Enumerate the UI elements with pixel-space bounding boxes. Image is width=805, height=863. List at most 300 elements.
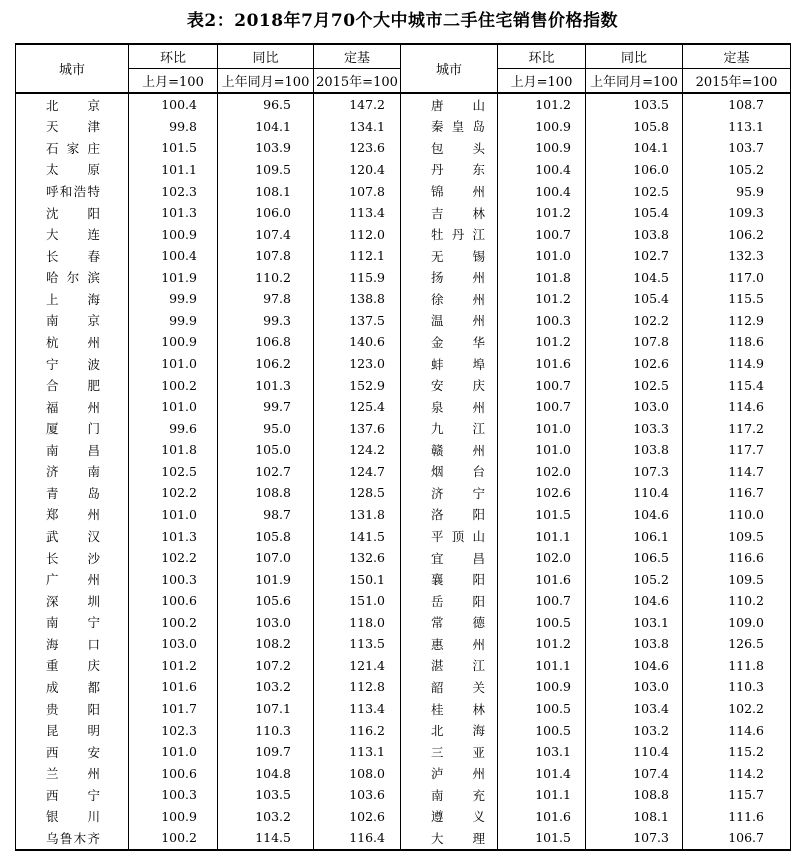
yoy-value-right: 103.8 (586, 439, 683, 461)
fixed-base-value-right: 118.6 (683, 331, 791, 353)
mom-value-left: 99.9 (129, 310, 218, 332)
header-mom-right: 环比 (498, 44, 586, 69)
city-cell-right (401, 93, 498, 116)
mom-value-right: 100.7 (498, 374, 586, 396)
city-cell-right (401, 806, 498, 828)
fixed-base-value-left: 115.9 (314, 267, 401, 289)
fixed-base-value-left: 134.1 (314, 116, 401, 138)
fixed-base-value-right: 117.2 (683, 417, 791, 439)
mom-value-left: 100.3 (129, 784, 218, 806)
city-name: 常德 (431, 615, 485, 631)
city-name: 济南 (46, 464, 100, 480)
fixed-base-value-left: 152.9 (314, 374, 401, 396)
table-header (16, 44, 791, 93)
city-name: 赣州 (431, 442, 485, 458)
mom-value-right: 101.2 (498, 202, 586, 224)
fixed-base-value-left: 137.6 (314, 417, 401, 439)
yoy-value-left: 97.8 (218, 288, 314, 310)
subheader-mom-right: 上月=100 (498, 69, 586, 94)
yoy-value-right: 103.8 (586, 633, 683, 655)
city-name: 济宁 (431, 485, 485, 501)
city-cell-left (16, 374, 129, 396)
table-row (16, 698, 791, 720)
mom-value-right: 101.2 (498, 331, 586, 353)
yoy-value-right: 103.4 (586, 698, 683, 720)
mom-value-left: 100.4 (129, 245, 218, 267)
table-row (16, 525, 791, 547)
mom-value-right: 100.5 (498, 719, 586, 741)
mom-value-left: 99.6 (129, 417, 218, 439)
city-name: 韶关 (431, 679, 485, 695)
fixed-base-value-left: 102.6 (314, 806, 401, 828)
table-row (16, 784, 791, 806)
mom-value-left: 101.1 (129, 159, 218, 181)
table-row (16, 159, 791, 181)
mom-value-left: 100.9 (129, 806, 218, 828)
mom-value-left: 102.2 (129, 482, 218, 504)
fixed-base-value-left: 141.5 (314, 525, 401, 547)
city-name: 九江 (431, 421, 485, 437)
fixed-base-value-right: 109.5 (683, 568, 791, 590)
mom-value-right: 101.6 (498, 806, 586, 828)
mom-value-left: 100.6 (129, 590, 218, 612)
fixed-base-value-right: 105.2 (683, 159, 791, 181)
city-name: 秦皇岛 (431, 119, 485, 135)
city-cell-left (16, 331, 129, 353)
mom-value-right: 101.1 (498, 525, 586, 547)
city-cell-right (401, 417, 498, 439)
fixed-base-value-right: 115.7 (683, 784, 791, 806)
fixed-base-value-right: 113.1 (683, 116, 791, 138)
yoy-value-right: 110.4 (586, 482, 683, 504)
city-name: 宜昌 (431, 550, 485, 566)
fixed-base-value-right: 126.5 (683, 633, 791, 655)
table-row (16, 439, 791, 461)
city-name: 南充 (431, 787, 485, 803)
yoy-value-right: 107.8 (586, 331, 683, 353)
mom-value-right: 101.6 (498, 568, 586, 590)
yoy-value-left: 103.0 (218, 612, 314, 634)
city-cell-right (401, 827, 498, 850)
city-cell-right (401, 784, 498, 806)
city-name: 银川 (46, 809, 100, 825)
fixed-base-value-right: 117.0 (683, 267, 791, 289)
city-cell-right (401, 590, 498, 612)
fixed-base-value-left: 128.5 (314, 482, 401, 504)
table-row (16, 655, 791, 677)
city-name: 郑州 (46, 507, 100, 523)
header-city-left: 城市 (16, 44, 129, 93)
city-cell-right (401, 461, 498, 483)
city-name: 兰州 (46, 766, 100, 782)
fixed-base-value-left: 116.4 (314, 827, 401, 850)
table-row (16, 568, 791, 590)
yoy-value-right: 110.4 (586, 741, 683, 763)
city-cell-left (16, 806, 129, 828)
city-name: 乌鲁木齐 (46, 830, 100, 846)
fixed-base-value-left: 116.2 (314, 719, 401, 741)
city-cell-left (16, 353, 129, 375)
mom-value-left: 101.2 (129, 655, 218, 677)
mom-value-right: 100.9 (498, 676, 586, 698)
city-cell-left (16, 504, 129, 526)
fixed-base-value-right: 109.0 (683, 612, 791, 634)
mom-value-right: 100.3 (498, 310, 586, 332)
yoy-value-left: 104.1 (218, 116, 314, 138)
header-fixed-base-left: 定基 (314, 44, 401, 69)
city-name: 呼和浩特 (46, 184, 100, 200)
city-cell-right (401, 633, 498, 655)
mom-value-right: 102.6 (498, 482, 586, 504)
mom-value-right: 101.5 (498, 504, 586, 526)
city-cell-left (16, 827, 129, 850)
mom-value-right: 101.2 (498, 633, 586, 655)
city-name: 重庆 (46, 658, 100, 674)
table-row (16, 590, 791, 612)
table-row (16, 288, 791, 310)
city-name: 遵义 (431, 809, 485, 825)
mom-value-right: 100.9 (498, 116, 586, 138)
city-cell-left (16, 633, 129, 655)
city-name: 徐州 (431, 291, 485, 307)
mom-value-left: 102.3 (129, 180, 218, 202)
mom-value-left: 102.5 (129, 461, 218, 483)
mom-value-right: 100.7 (498, 396, 586, 418)
yoy-value-left: 114.5 (218, 827, 314, 850)
city-cell-left (16, 288, 129, 310)
yoy-value-left: 102.7 (218, 461, 314, 483)
fixed-base-value-left: 132.6 (314, 547, 401, 569)
city-name: 厦门 (46, 421, 100, 437)
mom-value-right: 101.0 (498, 245, 586, 267)
city-name: 金华 (431, 334, 485, 350)
table-row (16, 396, 791, 418)
city-name: 烟台 (431, 464, 485, 480)
city-name: 三亚 (431, 744, 485, 760)
yoy-value-left: 103.2 (218, 806, 314, 828)
city-cell-right (401, 331, 498, 353)
city-name: 北京 (46, 97, 100, 113)
mom-value-left: 101.7 (129, 698, 218, 720)
yoy-value-right: 102.2 (586, 310, 683, 332)
mom-value-left: 103.0 (129, 633, 218, 655)
fixed-base-value-left: 107.8 (314, 180, 401, 202)
yoy-value-left: 99.7 (218, 396, 314, 418)
fixed-base-value-left: 124.2 (314, 439, 401, 461)
yoy-value-right: 103.5 (586, 93, 683, 116)
city-name: 湛江 (431, 658, 485, 674)
city-cell-right (401, 612, 498, 634)
yoy-value-right: 107.4 (586, 762, 683, 784)
fixed-base-value-left: 113.4 (314, 202, 401, 224)
city-name: 广州 (46, 572, 100, 588)
city-cell-right (401, 180, 498, 202)
city-cell-right (401, 353, 498, 375)
mom-value-left: 100.2 (129, 827, 218, 850)
mom-value-left: 100.4 (129, 93, 218, 116)
yoy-value-right: 103.1 (586, 612, 683, 634)
fixed-base-value-right: 114.2 (683, 762, 791, 784)
yoy-value-right: 105.8 (586, 116, 683, 138)
mom-value-right: 100.5 (498, 612, 586, 634)
subheader-yoy-right: 上年同月=100 (586, 69, 683, 94)
city-cell-left (16, 547, 129, 569)
yoy-value-right: 108.8 (586, 784, 683, 806)
table-row (16, 353, 791, 375)
mom-value-left: 101.0 (129, 396, 218, 418)
mom-value-right: 101.8 (498, 267, 586, 289)
city-name: 蚌埠 (431, 356, 485, 372)
yoy-value-left: 107.1 (218, 698, 314, 720)
subheader-mom-left: 上月=100 (129, 69, 218, 94)
city-name: 天津 (46, 119, 100, 135)
city-cell-left (16, 180, 129, 202)
city-name: 昆明 (46, 723, 100, 739)
mom-value-right: 103.1 (498, 741, 586, 763)
city-cell-left (16, 676, 129, 698)
mom-value-left: 100.2 (129, 374, 218, 396)
city-name: 牡丹江 (431, 227, 485, 243)
fixed-base-value-right: 95.9 (683, 180, 791, 202)
yoy-value-left: 108.8 (218, 482, 314, 504)
city-cell-left (16, 655, 129, 677)
header-yoy-right: 同比 (586, 44, 683, 69)
yoy-value-right: 102.6 (586, 353, 683, 375)
city-cell-left (16, 310, 129, 332)
table-row (16, 310, 791, 332)
yoy-value-right: 105.2 (586, 568, 683, 590)
yoy-value-right: 103.8 (586, 223, 683, 245)
fixed-base-value-right: 132.3 (683, 245, 791, 267)
yoy-value-right: 102.5 (586, 374, 683, 396)
fixed-base-value-right: 106.2 (683, 223, 791, 245)
table-row (16, 482, 791, 504)
city-cell-right (401, 439, 498, 461)
yoy-value-right: 103.3 (586, 417, 683, 439)
table-row (16, 504, 791, 526)
yoy-value-left: 107.8 (218, 245, 314, 267)
city-name: 洛阳 (431, 507, 485, 523)
subheader-yoy-left: 上年同月=100 (218, 69, 314, 94)
fixed-base-value-right: 110.2 (683, 590, 791, 612)
mom-value-left: 101.8 (129, 439, 218, 461)
table-row (16, 116, 791, 138)
city-name: 贵阳 (46, 701, 100, 717)
yoy-value-right: 105.4 (586, 288, 683, 310)
mom-value-right: 101.2 (498, 93, 586, 116)
yoy-value-left: 108.1 (218, 180, 314, 202)
city-cell-right (401, 676, 498, 698)
fixed-base-value-right: 109.3 (683, 202, 791, 224)
fixed-base-value-left: 151.0 (314, 590, 401, 612)
mom-value-left: 101.5 (129, 137, 218, 159)
city-name: 深圳 (46, 593, 100, 609)
fixed-base-value-left: 113.1 (314, 741, 401, 763)
city-name: 锦州 (431, 184, 485, 200)
table-row (16, 137, 791, 159)
city-name: 青岛 (46, 485, 100, 501)
fixed-base-value-right: 114.6 (683, 396, 791, 418)
city-cell-left (16, 116, 129, 138)
fixed-base-value-left: 124.7 (314, 461, 401, 483)
fixed-base-value-left: 121.4 (314, 655, 401, 677)
yoy-value-left: 110.2 (218, 267, 314, 289)
fixed-base-value-right: 108.7 (683, 93, 791, 116)
fixed-base-value-right: 117.7 (683, 439, 791, 461)
city-name: 南宁 (46, 615, 100, 631)
table-row (16, 676, 791, 698)
city-cell-right (401, 547, 498, 569)
city-cell-right (401, 116, 498, 138)
table-title: 表2：2018年7月70个大中城市二手住宅销售价格指数 (186, 11, 619, 31)
fixed-base-value-right: 112.9 (683, 310, 791, 332)
yoy-value-left: 107.4 (218, 223, 314, 245)
yoy-value-left: 98.7 (218, 504, 314, 526)
mom-value-right: 100.5 (498, 698, 586, 720)
city-name: 吉林 (431, 205, 485, 221)
city-cell-left (16, 245, 129, 267)
yoy-value-right: 105.4 (586, 202, 683, 224)
mom-value-right: 100.4 (498, 180, 586, 202)
city-cell-right (401, 374, 498, 396)
mom-value-right: 101.1 (498, 784, 586, 806)
fixed-base-value-left: 123.0 (314, 353, 401, 375)
mom-value-right: 100.7 (498, 590, 586, 612)
city-name: 南京 (46, 313, 100, 329)
yoy-value-left: 105.8 (218, 525, 314, 547)
mom-value-left: 101.3 (129, 525, 218, 547)
fixed-base-value-right: 111.8 (683, 655, 791, 677)
city-name: 唐山 (431, 97, 485, 113)
mom-value-right: 101.0 (498, 417, 586, 439)
header-fixed-base-right: 定基 (683, 44, 791, 69)
city-cell-left (16, 590, 129, 612)
yoy-value-right: 102.7 (586, 245, 683, 267)
city-name: 安庆 (431, 378, 485, 394)
city-name: 包头 (431, 140, 485, 156)
fixed-base-value-right: 115.2 (683, 741, 791, 763)
fixed-base-value-right: 115.5 (683, 288, 791, 310)
city-cell-left (16, 223, 129, 245)
table-row (16, 612, 791, 634)
fixed-base-value-left: 150.1 (314, 568, 401, 590)
mom-value-left: 101.0 (129, 741, 218, 763)
city-name: 南昌 (46, 442, 100, 458)
city-cell-right (401, 719, 498, 741)
fixed-base-value-left: 140.6 (314, 331, 401, 353)
city-cell-left (16, 719, 129, 741)
yoy-value-left: 108.2 (218, 633, 314, 655)
mom-value-right: 101.1 (498, 655, 586, 677)
city-name: 泉州 (431, 399, 485, 415)
header-city-right: 城市 (401, 44, 498, 93)
mom-value-left: 99.8 (129, 116, 218, 138)
yoy-value-right: 106.5 (586, 547, 683, 569)
yoy-value-right: 108.1 (586, 806, 683, 828)
city-name: 太原 (46, 162, 100, 178)
fixed-base-value-right: 103.7 (683, 137, 791, 159)
table-row (16, 202, 791, 224)
fixed-base-value-left: 108.0 (314, 762, 401, 784)
yoy-value-left: 99.3 (218, 310, 314, 332)
yoy-value-right: 103.0 (586, 676, 683, 698)
yoy-value-left: 104.8 (218, 762, 314, 784)
city-name: 西安 (46, 744, 100, 760)
city-name: 宁波 (46, 356, 100, 372)
city-cell-right (401, 482, 498, 504)
yoy-value-left: 103.5 (218, 784, 314, 806)
city-name: 无锡 (431, 248, 485, 264)
table-row (16, 719, 791, 741)
fixed-base-value-right: 116.7 (683, 482, 791, 504)
mom-value-right: 101.4 (498, 762, 586, 784)
yoy-value-left: 109.7 (218, 741, 314, 763)
fixed-base-value-left: 103.6 (314, 784, 401, 806)
table-row (16, 547, 791, 569)
yoy-value-left: 106.8 (218, 331, 314, 353)
fixed-base-value-right: 111.6 (683, 806, 791, 828)
city-cell-left (16, 698, 129, 720)
yoy-value-left: 110.3 (218, 719, 314, 741)
yoy-value-left: 106.2 (218, 353, 314, 375)
city-cell-left (16, 568, 129, 590)
city-cell-left (16, 741, 129, 763)
yoy-value-left: 101.9 (218, 568, 314, 590)
yoy-value-right: 104.6 (586, 590, 683, 612)
fixed-base-value-left: 112.1 (314, 245, 401, 267)
fixed-base-value-left: 125.4 (314, 396, 401, 418)
city-cell-right (401, 698, 498, 720)
city-cell-left (16, 159, 129, 181)
city-name: 海口 (46, 636, 100, 652)
fixed-base-value-right: 114.6 (683, 719, 791, 741)
city-cell-left (16, 482, 129, 504)
yoy-value-right: 104.1 (586, 137, 683, 159)
mom-value-left: 101.3 (129, 202, 218, 224)
fixed-base-value-right: 116.6 (683, 547, 791, 569)
fixed-base-value-left: 112.8 (314, 676, 401, 698)
city-cell-right (401, 288, 498, 310)
city-cell-left (16, 137, 129, 159)
fixed-base-value-left: 138.8 (314, 288, 401, 310)
city-cell-left (16, 417, 129, 439)
table-row (16, 180, 791, 202)
yoy-value-right: 104.5 (586, 267, 683, 289)
yoy-value-left: 107.2 (218, 655, 314, 677)
city-cell-right (401, 396, 498, 418)
city-cell-right (401, 504, 498, 526)
mom-value-right: 101.0 (498, 439, 586, 461)
header-mom-left: 环比 (129, 44, 218, 69)
city-cell-right (401, 223, 498, 245)
city-cell-right (401, 159, 498, 181)
yoy-value-left: 101.3 (218, 374, 314, 396)
table-row (16, 827, 791, 850)
city-cell-right (401, 655, 498, 677)
city-name: 西宁 (46, 787, 100, 803)
city-name: 合肥 (46, 378, 100, 394)
table-row (16, 417, 791, 439)
mom-value-left: 99.9 (129, 288, 218, 310)
yoy-value-right: 107.3 (586, 461, 683, 483)
city-name: 温州 (431, 313, 485, 329)
city-name: 桂林 (431, 701, 485, 717)
yoy-value-left: 105.0 (218, 439, 314, 461)
table-row (16, 806, 791, 828)
city-cell-right (401, 762, 498, 784)
fixed-base-value-right: 110.0 (683, 504, 791, 526)
mom-value-left: 100.9 (129, 223, 218, 245)
